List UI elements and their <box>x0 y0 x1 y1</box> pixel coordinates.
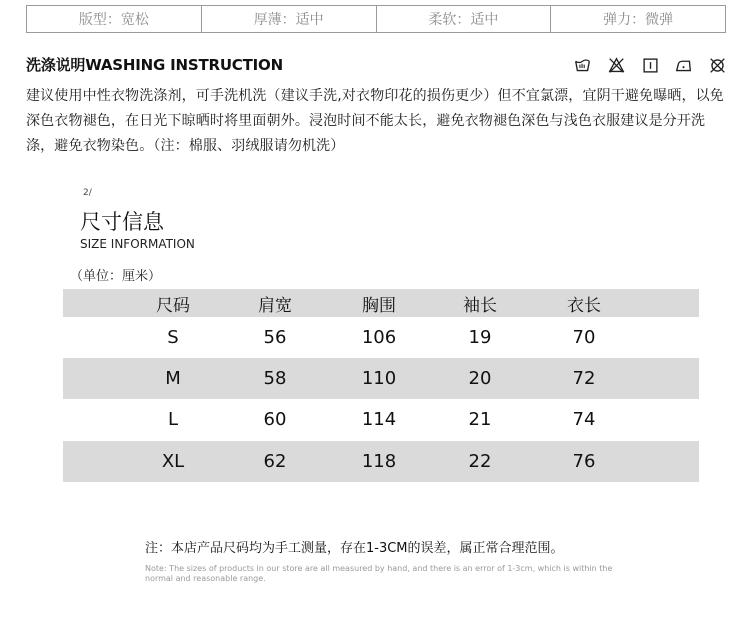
table-row <box>63 358 699 399</box>
cell-shoulder: 56 <box>263 327 287 349</box>
cell-size: L <box>167 409 179 431</box>
care-icons <box>574 56 726 74</box>
cell-shoulder: 62 <box>263 450 287 472</box>
cell-chest: 110 <box>361 368 397 390</box>
iron-icon <box>675 57 692 74</box>
washing-text: 建议使用中性衣物洗涤剂，可手洗机洗（建议手洗,对衣物印花的损伤更少）但不宜氯漂，宜阴干避免曝晒，以免深色衣物褪色，在日光下晾晒时将里面朝外。浸泡时间不能太长，避免衣物褪色深色与浅色衣服建议是分开洗涤，避免衣物染色。（注：棉服、羽绒服请勿机洗） <box>26 88 724 154</box>
cell-length: 74 <box>572 409 596 431</box>
cell-length: 70 <box>572 327 596 349</box>
property-thickness: 厚薄：适中 <box>202 6 377 32</box>
header-chest: 胸围 <box>362 295 396 316</box>
size-table-header <box>63 289 699 317</box>
size-table <box>63 289 699 482</box>
cell-chest: 106 <box>361 327 397 349</box>
product-properties <box>26 5 726 33</box>
cell-size: S <box>167 327 179 349</box>
do-not-bleach-icon <box>608 57 625 74</box>
header-length: 衣长 <box>567 295 601 316</box>
hand-wash-icon <box>574 57 591 74</box>
table-row <box>63 441 699 482</box>
tumble-dry-icon <box>642 57 659 74</box>
cell-length: 76 <box>572 450 596 472</box>
cell-sleeve: 20 <box>468 368 492 390</box>
cell-sleeve: 22 <box>468 450 492 472</box>
cell-shoulder: 60 <box>263 409 287 431</box>
cell-sleeve: 19 <box>468 327 492 349</box>
table-row <box>63 399 699 440</box>
measurement-note-cn: 注：本店产品尺码均为手工测量，存在1-3CM的误差，属正常合理范围。 <box>145 541 564 556</box>
do-not-dry-clean-icon <box>709 57 726 74</box>
property-fit: 版型：宽松 <box>27 6 202 32</box>
header-size: 尺码 <box>156 295 190 316</box>
header-sleeve: 袖长 <box>463 295 497 316</box>
cell-chest: 114 <box>361 409 397 431</box>
cell-chest: 118 <box>361 450 397 472</box>
size-info-subtitle: SIZE INFORMATION <box>80 237 195 251</box>
measurement-note-en: Note: The sizes of products in our store are all measured by hand, and there is an error of 1-3cm, which is within the normal and reasonable range. <box>145 564 613 583</box>
cell-shoulder: 58 <box>263 368 287 390</box>
size-info-title: 尺寸信息 <box>80 210 164 234</box>
cell-size: XL <box>161 450 185 472</box>
header-shoulder: 肩宽 <box>258 295 292 316</box>
property-elasticity: 弹力：微弹 <box>603 12 674 28</box>
table-row <box>63 317 699 358</box>
cell-length: 72 <box>572 368 596 390</box>
cell-size: M <box>165 368 181 390</box>
property-softness: 柔软：适中 <box>377 6 552 32</box>
section-index: 2/ <box>83 188 92 198</box>
cell-sleeve: 21 <box>468 409 492 431</box>
size-unit-label: （单位：厘米） <box>70 269 162 284</box>
washing-title: 洗涤说明WASHING INSTRUCTION <box>26 56 283 74</box>
